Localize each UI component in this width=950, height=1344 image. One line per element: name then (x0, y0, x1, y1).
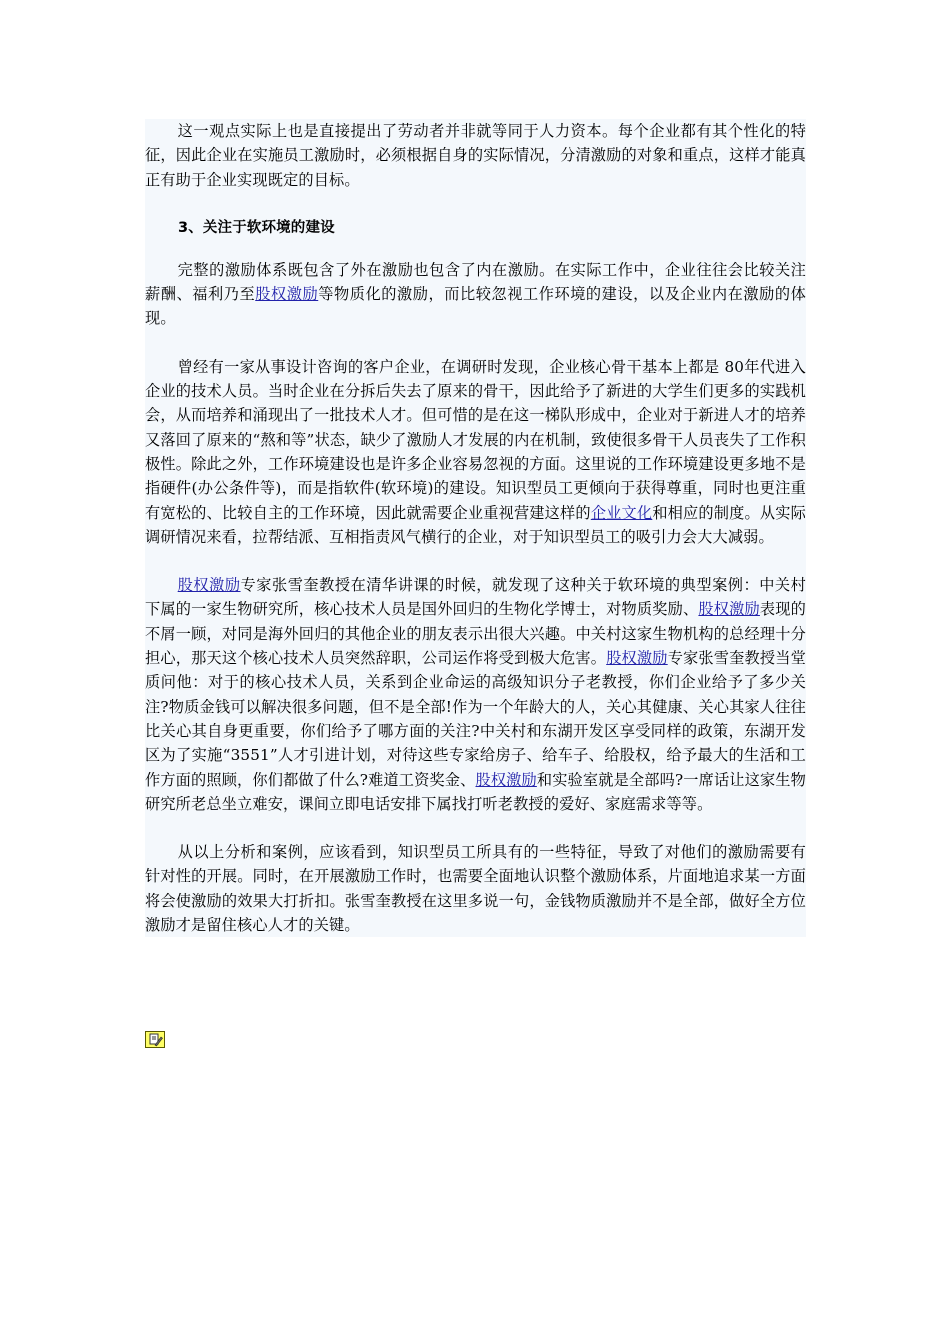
paragraph-spacer (145, 816, 806, 840)
paragraph-4-text-d: 和实验室就是全部吗?一席话让这家生物研究所老总坐立难安，课间立即电话安排下属找打听老教授的爱好、家庭需求等等。 (145, 770, 806, 813)
paragraph-4 (145, 573, 806, 816)
section-heading: 3、关注于软环境的建设 (178, 219, 335, 236)
edit-document-icon-graphic (146, 1032, 164, 1047)
link-equity-incentive[interactable]: 股权激励 (177, 576, 241, 595)
paragraph-3 (145, 355, 806, 549)
edit-document-icon[interactable] (145, 1031, 165, 1048)
paragraph-spacer (145, 240, 806, 258)
paragraph-4-text-c: 专家张雪奎教授当堂质问他：对于的核心技术人员，关系到企业命运的高级知识分子老教授，你们企业给予了多少关注?物质金钱可以解决很多问题，但不是全部!作为一个年龄大的人，关心其健康、关心其家人往往比关心其自身更重要，你们给予了哪方面的关注?中关村和东湖开发区享受同样的政策，东湖开发区为了实施“3551”人才引进计划，对待这些专家给房子、给车子、给股权，给予最大的生活和工作方面的照顾，你们都做了什么?难道工资奖金、 (145, 649, 807, 789)
paragraph-4-text-a: 专家张雪奎教授在清华讲课的时候，就发现了这种关于软环境的典型案例：中关村下属的一家生物研究所，核心技术人员是国外回归的生物化学博士，对物质奖励、 (145, 576, 806, 619)
paragraph-spacer (145, 192, 806, 216)
paragraph-5: 从以上分析和案例，应该看到，知识型员工所具有的一些特征，导致了对他们的激励需要有针对性的开展。同时，在开展激励工作时，也需要全面地认识整个激励体系，片面地追求某一方面将会使激励的效果大打折扣。张雪奎教授在这里多说一句，金钱物质激励并不是全部，做好全方位激励才是留住核心人才的关键。 (145, 843, 806, 935)
link-corporate-culture[interactable]: 企业文化 (590, 503, 653, 522)
link-equity-incentive[interactable]: 股权激励 (475, 770, 537, 789)
paragraph-2 (145, 258, 806, 331)
paragraph-2-text-b: 等物质化的激励，而比较忽视工作环境的建设，以及企业内在激励的体现。 (145, 285, 806, 328)
link-equity-incentive[interactable]: 股权激励 (698, 600, 760, 619)
paragraph-spacer (145, 549, 806, 573)
paragraph-spacer (145, 331, 806, 355)
paragraph-4-text-b: 表现的不屑一顾，对同是海外回归的其他企业的朋友表示出很大兴趣。中关村这家生物机构的总经理十分担心，那天这个核心技术人员突然辞职，公司运作将受到极大危害。 (145, 600, 807, 668)
link-equity-incentive[interactable]: 股权激励 (606, 649, 668, 668)
link-equity-incentive[interactable]: 股权激励 (255, 285, 319, 304)
paragraph-2-text-a: 完整的激励体系既包含了外在激励也包含了内在激励。在实际工作中，企业往往会比较关注薪酬、福利乃至 (145, 260, 806, 304)
paragraph-3-text-a: 曾经有一家从事设计咨询的客户企业，在调研时发现，企业核心骨干基本上都是 80年代进入企业的技术人员。当时企业在分拆后失去了原来的骨干，因此给予了新进的大学生们更多的实践机会，从而培养和涌现出了一批技术人才。但可惜的是在这一梯队形成中，企业对于新进人才的培养又落回了原来的“熬和等”状态，缺少了激励人才发展的内在机制，致使很多骨干人员丧失了工作积极性。除此之外，工作环境建设也是许多企业容易忽视的方面。这里说的工作环境建设更多地不是指硬件(办公条件等)，而是指软件(软环境)的建设。知识型员工更倾向于获得尊重，同时也更注重有宽松的、比较自主的工作环境，因此就需要企业重视营建这样的 (145, 357, 806, 522)
paragraph-3-text-b: 和相应的制度。从实际调研情况来看，拉帮结派、互相指责风气横行的企业，对于知识型员工的吸引力会大大减弱。 (145, 503, 807, 546)
article-body (145, 119, 806, 937)
paragraph-1: 这一观点实际上也是直接提出了劳动者并非就等同于人力资本。每个企业都有其个性化的特征，因此企业在实施员工激励时，必须根据自身的实际情况，分清激励的对象和重点，这样才能真正有助于企业实现既定的目标。 (145, 122, 806, 189)
